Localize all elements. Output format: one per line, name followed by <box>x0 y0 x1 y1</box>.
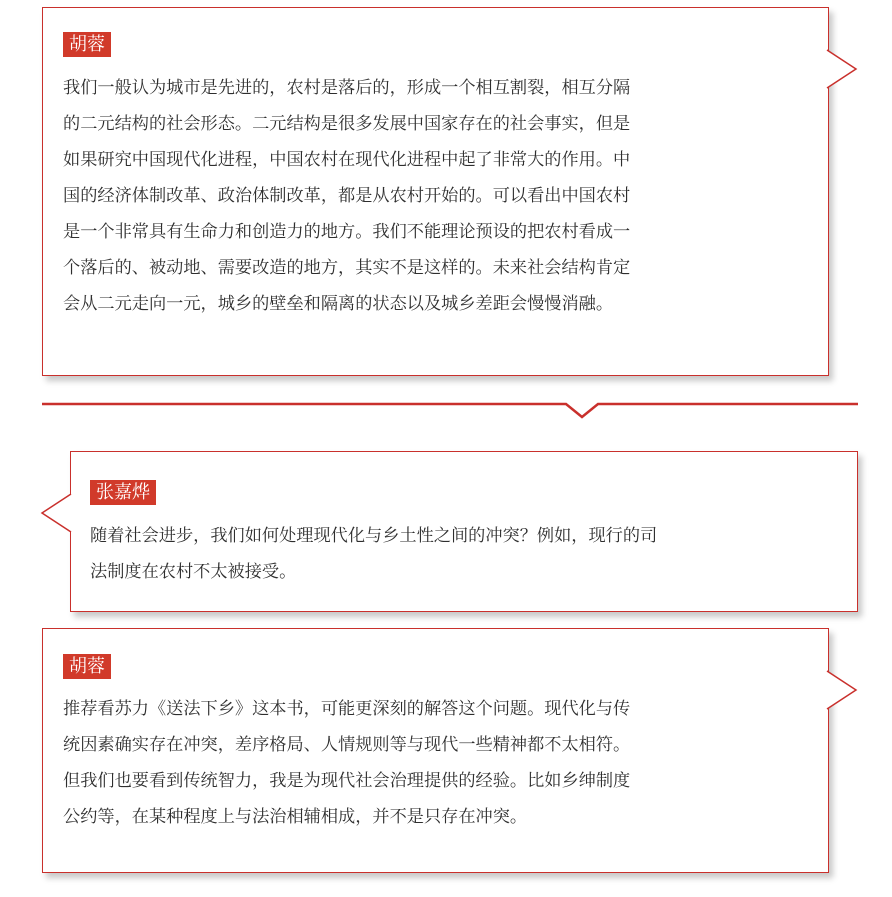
text-line: 是一个非常具有生命力和创造力的地方。我们不能理论预设的把农村看成一 <box>63 222 631 242</box>
speech-tail-right-icon <box>826 50 860 100</box>
dialogue-text <box>63 691 630 835</box>
text-line: 法制度在农村不太被接受。 <box>90 562 297 582</box>
speech-tail-right-icon <box>826 671 860 715</box>
dialogue-text <box>63 70 630 322</box>
text-line: 统因素确实存在冲突，差序格局、人情规则等与现代一些精神都不太相符。 <box>63 735 631 755</box>
text-line: 随着社会进步，我们如何处理现代化与乡土性之间的冲突？例如，现行的司 <box>90 526 658 546</box>
speech-tail-left-icon <box>41 494 73 538</box>
speaker-tag: 胡蓉 <box>63 32 111 57</box>
dialogue-text <box>90 518 657 590</box>
section-divider <box>0 395 892 425</box>
speaker-tag: 张嘉烨 <box>90 480 156 505</box>
text-line: 会从二元走向一元，城乡的壁垒和隔离的状态以及城乡差距会慢慢消融。 <box>63 294 614 314</box>
text-line: 我们一般认为城市是先进的，农村是落后的，形成一个相互割裂，相互分隔 <box>63 78 631 98</box>
text-line: 公约等，在某种程度上与法治相辅相成，并不是只存在冲突。 <box>63 807 528 827</box>
text-line: 国的经济体制改革、政治体制改革，都是从农村开始的。可以看出中国农村 <box>63 186 631 206</box>
dialogue-bubble-1 <box>42 7 829 376</box>
dialogue-bubble-3 <box>42 628 829 873</box>
text-line: 推荐看苏力《送法下乡》这本书，可能更深刻的解答这个问题。现代化与传 <box>63 699 631 719</box>
text-line: 如果研究中国现代化进程，中国农村在现代化进程中起了非常大的作用。中 <box>63 150 631 170</box>
dialogue-bubble-2 <box>70 451 858 612</box>
text-line: 但我们也要看到传统智力，我是为现代社会治理提供的经验。比如乡绅制度 <box>63 771 631 791</box>
text-line: 个落后的、被动地、需要改造的地方，其实不是这样的。未来社会结构肯定 <box>63 258 631 278</box>
text-line: 的二元结构的社会形态。二元结构是很多发展中国家存在的社会事实，但是 <box>63 114 631 134</box>
speaker-tag: 胡蓉 <box>63 654 111 679</box>
